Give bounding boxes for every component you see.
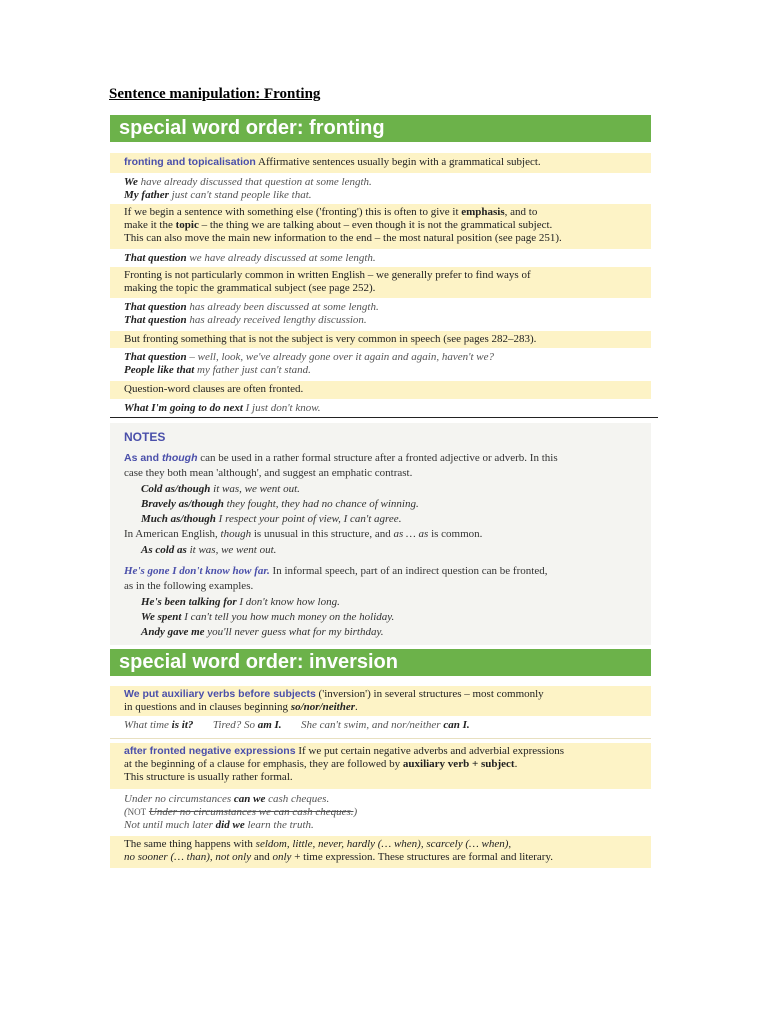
- fronting-example-3: That question has already been discussed at some length. That question has already received lengthy discussion.: [110, 299, 651, 330]
- fronting-rule-text: Affirmative sentences usually begin with a grammatical subject.: [258, 156, 541, 168]
- note-example-2: Bravely as/though they fought, they had no chance of winning.: [141, 498, 419, 510]
- fronting-example-2: That question we have already discussed at some length.: [110, 250, 651, 266]
- document-title: Sentence manipulation: Fronting: [109, 86, 321, 102]
- note-example-6: We spent I can't tell you how much money on the holiday.: [141, 611, 395, 623]
- note-indirect-question-line1: He's gone I don't know how far. In informal speech, part of an indirect question can be fronted,: [124, 565, 548, 577]
- note-example-1: Cold as/though it was, we went out.: [141, 483, 300, 495]
- fronting-heading: fronting and topicalisation: [124, 156, 256, 168]
- inversion-gap: [110, 738, 651, 739]
- note-example-7: Andy gave me you'll never guess what for my birthday.: [141, 626, 384, 638]
- note-example-5: He's been talking for I don't know how long.: [141, 596, 340, 608]
- section-divider: [110, 417, 658, 418]
- inversion-banner: special word order: inversion: [110, 649, 651, 676]
- fronting-rule-emphasis: If we begin a sentence with something else ('fronting') this is often to give it emphasis, and to make it the topic – the thing we are talking about – even though it is not the grammatical subject. This can also move the main new information to the end – the most natural position (see page 251).: [110, 204, 651, 249]
- fronting-rule-speech: But fronting something that is not the subject is very common in speech (see pages 282–283).: [110, 331, 651, 348]
- note-example-4: As cold as it was, we went out.: [141, 544, 277, 556]
- fronting-example-1: We have already discussed that question at some length. My father just can't stand people like that.: [110, 174, 651, 203]
- note-example-3: Much as/though I respect your point of view, I can't agree.: [141, 513, 402, 525]
- inversion-example-1: What time is it? Tired? So am I. She can't swim, and nor/neither can I.: [110, 717, 651, 737]
- fronting-rule-question-word: Question-word clauses are often fronted.: [110, 381, 651, 399]
- fronting-example-4: That question – well, look, we've already gone over it again and again, haven't we? People like that my father just can't stand.: [110, 349, 651, 380]
- note-american-english: In American English, though is unusual in this structure, and as … as is common.: [124, 528, 483, 540]
- note-indirect-question-line2: as in the following examples.: [124, 580, 254, 592]
- note-as-though-line2: case they both mean 'although', and suggest an emphatic contrast.: [124, 467, 413, 479]
- note-as-though-line1: As and though can be used in a rather formal structure after a fronted adjective or adverb. In this: [124, 452, 558, 464]
- fronting-banner: special word order: fronting: [110, 115, 651, 142]
- inversion-example-2: Under no circumstances can we cash cheques. (NOT Under no circumstances we can cash cheques.) Not until much later did we learn the truth.: [110, 791, 651, 835]
- inversion-rule-negative: after fronted negative expressions If we put certain negative adverbs and adverbial expressions at the beginning of a clause for emphasis, they are followed by auxiliary verb + subject. This structure is usually rather formal.: [110, 743, 651, 789]
- fronting-rule-written: Fronting is not particularly common in written English – we generally prefer to find ways of making the topic the grammatical subject (see page 252).: [110, 267, 651, 298]
- inversion-rule-auxiliary: We put auxiliary verbs before subjects ('inversion') in several structures – most commonly in questions and in clauses beginning so/nor/neither.: [110, 686, 651, 716]
- fronting-rule-topicalisation: [110, 153, 651, 173]
- notes-title: NOTES: [124, 430, 166, 444]
- inversion-rule-same-thing: The same thing happens with seldom, little, never, hardly (… when), scarcely (… when), no sooner (… than), not only and only + time expression. These structures are formal and literary.: [110, 836, 651, 868]
- fronting-example-5: What I'm going to do next I just don't know.: [110, 400, 651, 416]
